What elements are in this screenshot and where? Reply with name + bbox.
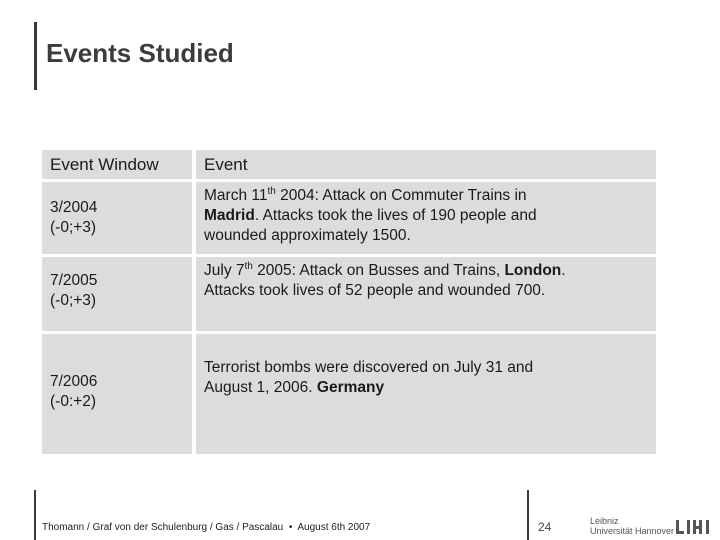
footer-divider bbox=[527, 490, 529, 540]
window-period: 3/2004 bbox=[50, 199, 98, 216]
event-window-cell bbox=[42, 334, 192, 454]
table-header-row bbox=[42, 150, 656, 179]
footer-date: August 6th 2007 bbox=[297, 522, 371, 533]
event-text: July 7 bbox=[204, 262, 245, 279]
event-location: Germany bbox=[316, 379, 385, 396]
event-text: Terrorist bombs were discovered on July 31 and bbox=[204, 359, 534, 376]
event-description-cell bbox=[196, 257, 656, 331]
header-event-window: Event Window bbox=[42, 150, 192, 179]
event-text: . Attacks took the lives of 190 people and bbox=[254, 207, 537, 224]
page-title: Events Studied bbox=[46, 38, 234, 68]
event-location: London bbox=[504, 262, 562, 279]
events-table bbox=[42, 150, 656, 457]
window-range: (-0:+2) bbox=[50, 393, 97, 410]
event-window-cell bbox=[42, 257, 192, 331]
window-range: (-0;+3) bbox=[50, 219, 97, 236]
event-text: 2005: Attack on Busses and Trains, bbox=[252, 262, 505, 279]
event-window-cell bbox=[42, 182, 192, 254]
event-superscript: th bbox=[267, 185, 276, 197]
event-description-cell bbox=[196, 182, 656, 254]
header-event: Event bbox=[196, 150, 656, 179]
table-row bbox=[42, 182, 656, 254]
university-logo-text bbox=[590, 516, 674, 536]
title-accent-bar bbox=[34, 22, 37, 90]
logo-line-2: Universität Hannover bbox=[590, 526, 675, 536]
logo-line-1: Leibniz bbox=[590, 516, 619, 526]
event-description-cell bbox=[196, 334, 656, 454]
window-period: 7/2005 bbox=[50, 272, 98, 289]
event-text: August 1, 2006. bbox=[204, 379, 317, 396]
university-logo-icon bbox=[676, 518, 714, 536]
window-range: (-0;+3) bbox=[50, 292, 97, 309]
event-location: Madrid bbox=[204, 207, 255, 224]
event-text: wounded approximately 1500. bbox=[204, 227, 411, 244]
footer-accent-bar bbox=[34, 490, 36, 540]
page-number: 24 bbox=[538, 520, 552, 534]
event-superscript: th bbox=[244, 260, 253, 272]
footer-authors: Thomann / Graf von der Schulenburg / Gas / Pascalau bbox=[42, 522, 284, 533]
event-text: 2004: Attack on Commuter Trains in bbox=[275, 187, 527, 204]
window-period: 7/2006 bbox=[50, 373, 98, 390]
table-row bbox=[42, 334, 656, 454]
event-text: Attacks took lives of 52 people and wounded 700. bbox=[204, 282, 546, 299]
event-text: . bbox=[561, 262, 566, 279]
footer-bullet: • bbox=[288, 522, 293, 533]
table-row bbox=[42, 257, 656, 331]
event-text: March 11 bbox=[204, 187, 268, 204]
footer-text bbox=[42, 522, 370, 533]
